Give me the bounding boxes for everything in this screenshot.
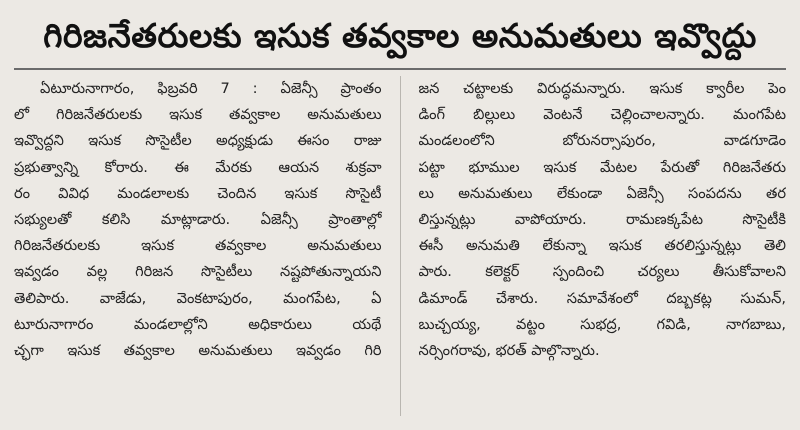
headline: గిరిజనేతరులకు ఇసుక తవ్వకాల అనుమతులు ఇవ్వొద్దు [43, 16, 757, 55]
body-line: గిరిజనేతరులకు ఇసుక తవ్వకాల అనుమతులు [14, 237, 382, 255]
body-line: ఏటూరునాగారం, ఫిబ్రవరి 7 : ఏజెన్సీ ప్రాంతం [40, 80, 382, 97]
body-line: మండలంలోని బోరునర్సాపురం, వాడగూడెం [418, 132, 786, 150]
body-line: లిస్తున్నట్లు వాపోయారు. రామణక్కపేట సొసైటీకి [418, 210, 786, 228]
body-line: డింగ్ బిల్లులు వెంటనే చెల్లించాలన్నారు. మంగపేట [418, 106, 786, 124]
body-line: సభ్యులతో కలిసి మాట్లాడారు. ఏజెన్సీ ప్రాంతాల్లో [14, 210, 382, 228]
body-line: ఈసీ అనుమతి లేకున్నా ఇసుక తరలిస్తున్నట్లు తెలి [418, 237, 786, 255]
body-line: నర్సింగరావు, భరత్ పాల్గొన్నారు. [418, 341, 600, 359]
body-line: చ్ఛగా ఇసుక తవ్వకాల అనుమతులు ఇవ్వడం గిరి [14, 341, 382, 359]
article-body [14, 76, 786, 416]
column-divider [400, 76, 401, 416]
body-line: టూరునాగారం మండలాల్లోని అధికారులు యథే [14, 315, 382, 333]
body-line: డిమాండ్ చేశారు. సమావేశంలో దబ్బకట్ల సుమన్, [418, 289, 786, 307]
headline-rule [14, 68, 786, 70]
body-line: ఇవ్వడం వల్ల గిరిజన సొసైటీలు నష్టపోతున్నాయని [14, 263, 382, 281]
body-line: లు అనుమతులు లేకుండా ఏజెన్సీ సంపదను తర [418, 184, 786, 202]
body-line: లో గిరిజనేతరులకు ఇసుక తవ్వకాల అనుమతులు [14, 106, 382, 124]
body-line: పారు. కలెక్టర్ స్పందించి చర్యలు తీసుకోవాలని [418, 263, 786, 281]
body-line: పట్టా భూముల ఇసుక మేటల పేరుతో గిరిజనేతరు [418, 158, 786, 176]
body-line: ప్రభుత్వాన్ని కోరారు. ఈ మేరకు ఆయన శుక్రవా [14, 158, 382, 176]
left-column [14, 76, 382, 416]
body-line: జన చట్టాలకు విరుద్ధమన్నారు. ఇసుక క్వారీల పెం [418, 80, 786, 97]
body-line: తెలిపారు. వాజేడు, వెంకటాపురం, మంగపేట, ఏ [14, 289, 382, 307]
body-line: బుచ్చయ్య, వట్టం సుభద్ర, గవిడి, నాగబాబు, [418, 315, 786, 333]
body-line: రం వివిధ మండలాలకు చెందిన ఇసుక సొసైటీ [14, 184, 382, 202]
right-column [419, 76, 787, 416]
body-line: ఇవ్వొద్దని ఇసుక సొసైటీల అధ్యక్షుడు ఈసం రాజు [14, 132, 382, 150]
